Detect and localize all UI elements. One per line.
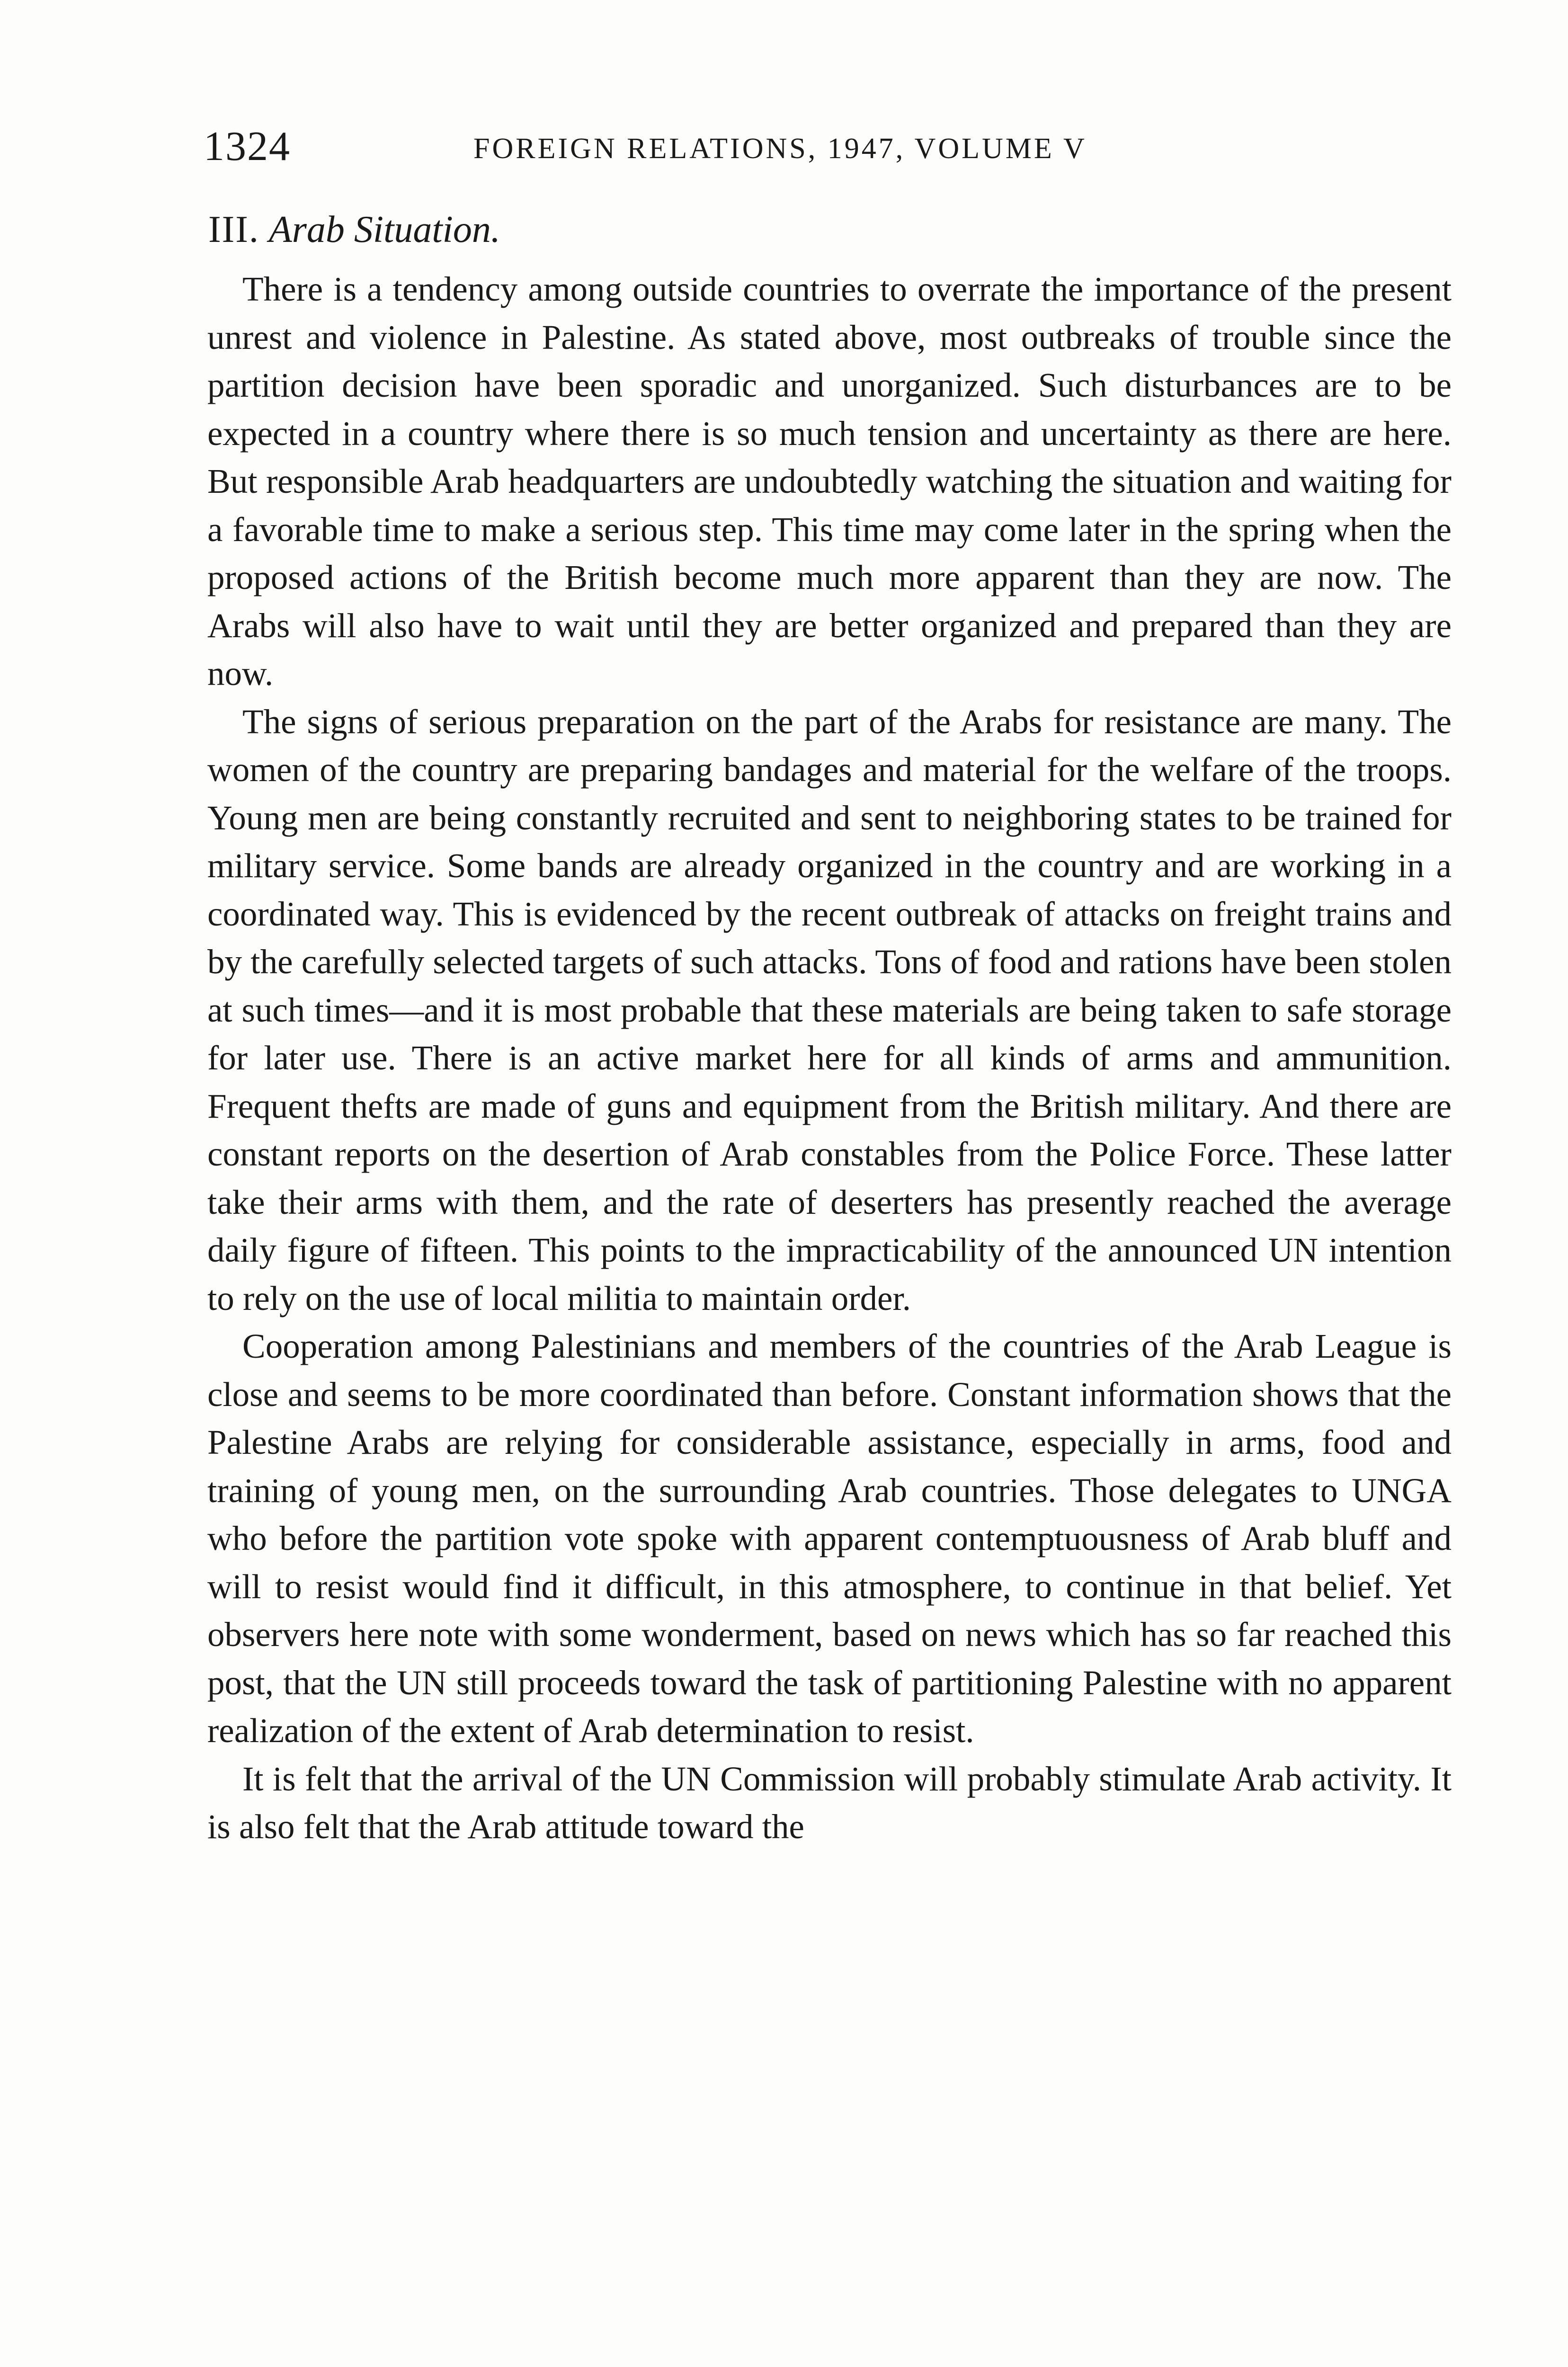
section-title: Arab Situation. — [268, 209, 500, 250]
paragraph: There is a tendency among outside countries to overrate the importance of the present unrest and violence in Palestine. As stated above, most outbreaks of trouble since the partition decision have been sporadic and unorganized. Such disturbances are to be expected in a country where there is so much tension and uncertainty as there are here. But responsible Arab headquarters are undoubtedly watching the situation and waiting for a favorable time to make a serious step. This time may come later in the spring when the proposed actions of the British become much more apparent than they are now. The Arabs will also have to wait until they are better organized and prepared than they are now. — [207, 270, 1452, 693]
section-heading — [208, 206, 500, 253]
running-title: FOREIGN RELATIONS, 1947, VOLUME V — [473, 133, 1087, 165]
running-head — [204, 121, 1458, 178]
paragraph: It is felt that the arrival of the UN Commission will probably stimulate Arab activity. It is also felt that the Arab attitude toward the — [207, 1759, 1452, 1846]
paragraph: The signs of serious preparation on the part of the Arabs for resistance are many. The women of the country are preparing bandages and material for the welfare of the troops. Young men are being constantly recruited and sent to neighboring states to be trained for military service. Some bands are already organized in the country and are working in a coordinated way. This is evidenced by the recent outbreak of attacks on freight trains and by the carefully selected targets of such attacks. Tons of food and rations have been stolen at such times—and it is most probable that these materials are being taken to safe storage for later use. There is an active market here for all kinds of arms and ammunition. Frequent thefts are made of guns and equipment from the British military. And there are constant reports on the desertion of Arab constables from the Police Force. These latter take their arms with them, and the rate of deserters has presently reached the average daily figure of fifteen. This points to the impracticability of the announced UN intention to rely on the use of local militia to maintain order. — [207, 702, 1452, 1317]
body-text — [207, 265, 1452, 1851]
section-numeral: III. — [208, 209, 259, 250]
paragraph: Cooperation among Palestinians and members of the countries of the Arab League is close and seems to be more coordinated than before. Constant information shows that the Palestine Arabs are relying for considerable assistance, especially in arms, food and training of young men, on the surrounding Arab countries. Those delegates to UNGA who before the partition vote spoke with apparent contemptuousness of Arab bluff and will to resist would find it difficult, in this atmosphere, to continue in that belief. Yet observers here note with some wonderment, based on news which has so far reached this post, that the UN still proceeds toward the task of partitioning Palestine with no apparent realization of the extent of Arab determination to resist. — [207, 1327, 1452, 1750]
page-number: 1324 — [204, 124, 291, 169]
